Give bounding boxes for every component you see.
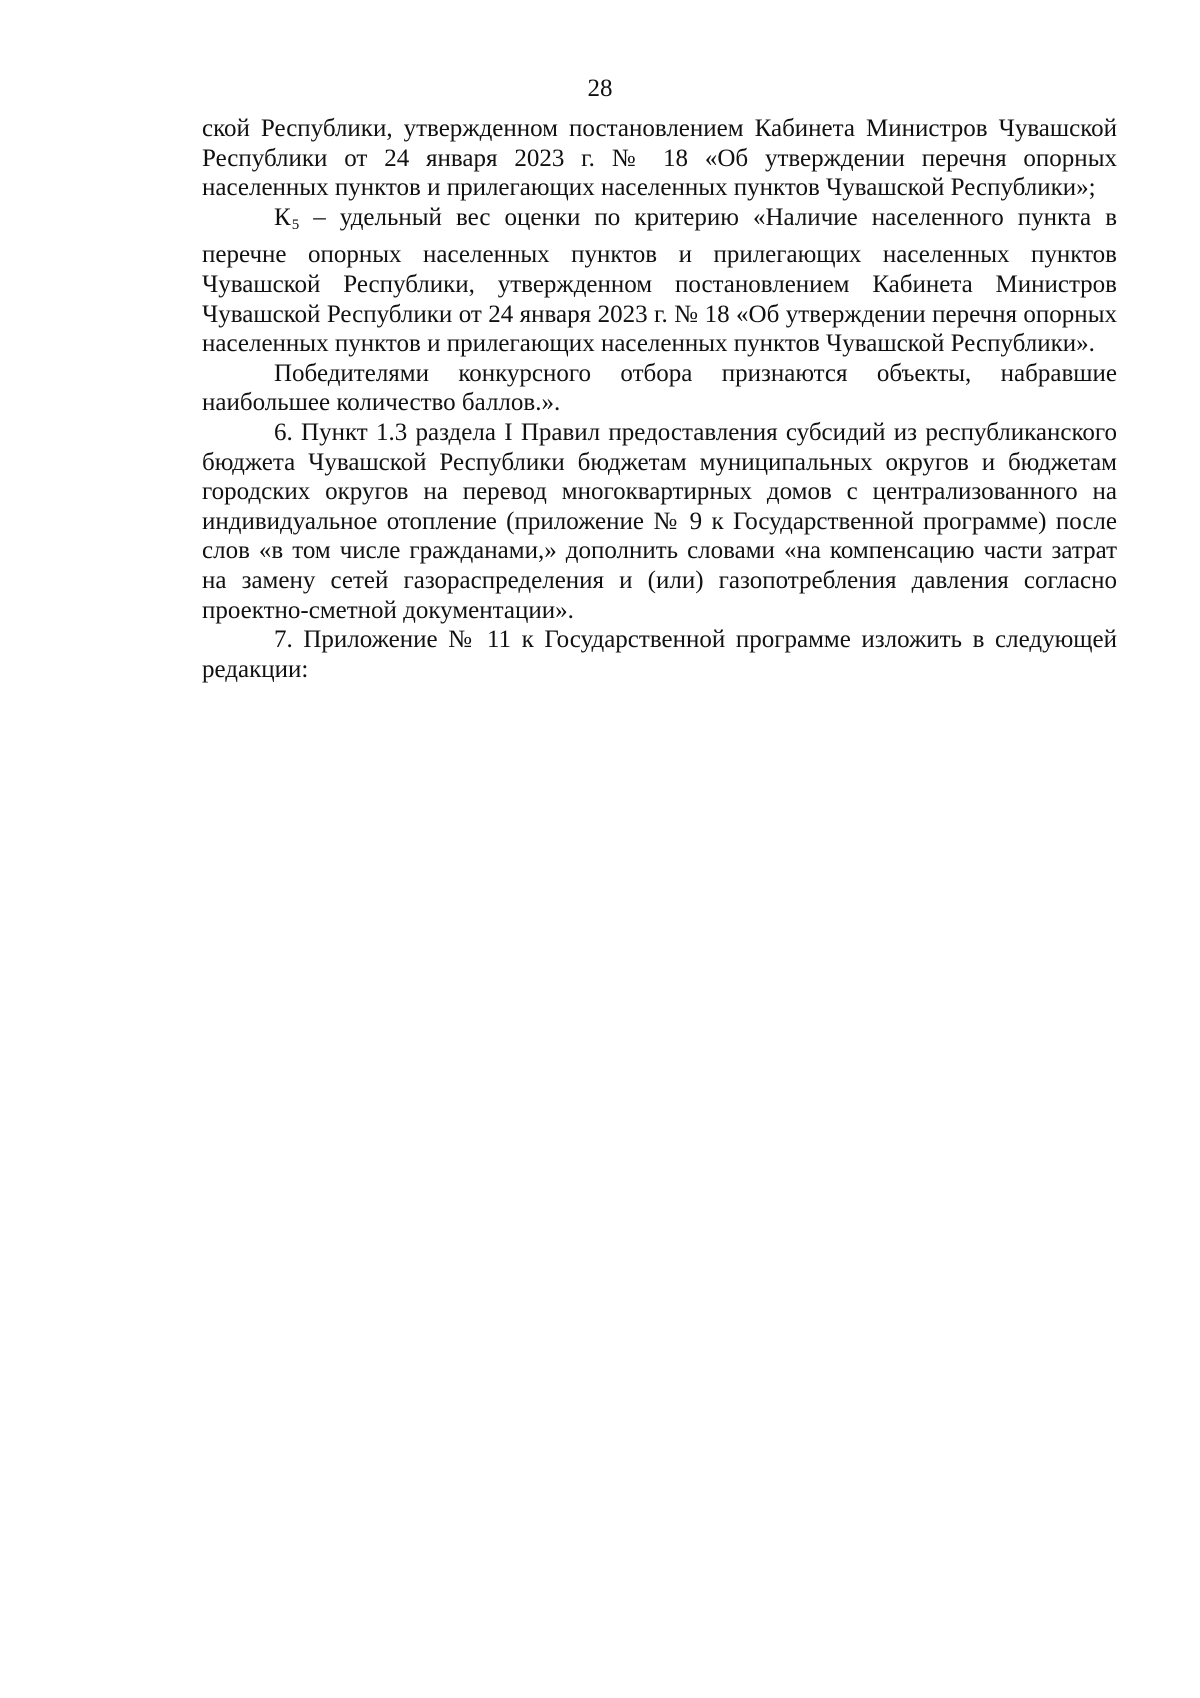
- page-number: 28: [587, 75, 613, 102]
- document-body: [202, 114, 1117, 684]
- coefficient-subscript: 5: [291, 216, 300, 233]
- paragraph-winners: Победителями конкурсного отбора признаются объекты, набравшие наибольшее количество баллов.».: [202, 359, 1117, 417]
- paragraph-k5-definition: [202, 203, 1117, 359]
- paragraph-item-7: 7. Приложение № 11 к Государственной программе изложить в следующей редакции:: [202, 626, 1117, 683]
- paragraph-item-6: 6. Пункт 1.3 раздела I Правил предоставления субсидий из республиканского бюджета Чувашской Республики бюджетам муниципальных округов и бюджетам городских округов на перевод многоквартирных домов с централизованного на индивидуальное отопление (приложение № 9 к Государственной программе) после слов «в том числе гражданами,» дополнить словами «на компенсацию части затрат на замену сетей газораспределения и (или) газопотребления давления согласно проектно-сметной документации».: [202, 418, 1117, 624]
- coefficient-symbol: К: [274, 203, 291, 231]
- coefficient-definition-text: – удельный вес оценки по критерию «Наличие населенного пункта в перечне опорных населенных пунктов и прилегающих населенных пунктов Чувашской Республики, утвержденном постановлением Кабинета Министров Чувашской Республики от 24 января 2023 г. № 18 «Об утверждении перечня опорных населенных пунктов и прилегающих населенных пунктов Чувашской Республики».: [202, 203, 1117, 358]
- paragraph-continuation: ской Республики, утвержденном постановлением Кабинета Министров Чувашской Республики от 24 января 2023 г. № 18 «Об утверждении перечня опорных населенных пунктов и прилегающих населенных пунктов Чувашской Республики»;: [202, 115, 1117, 202]
